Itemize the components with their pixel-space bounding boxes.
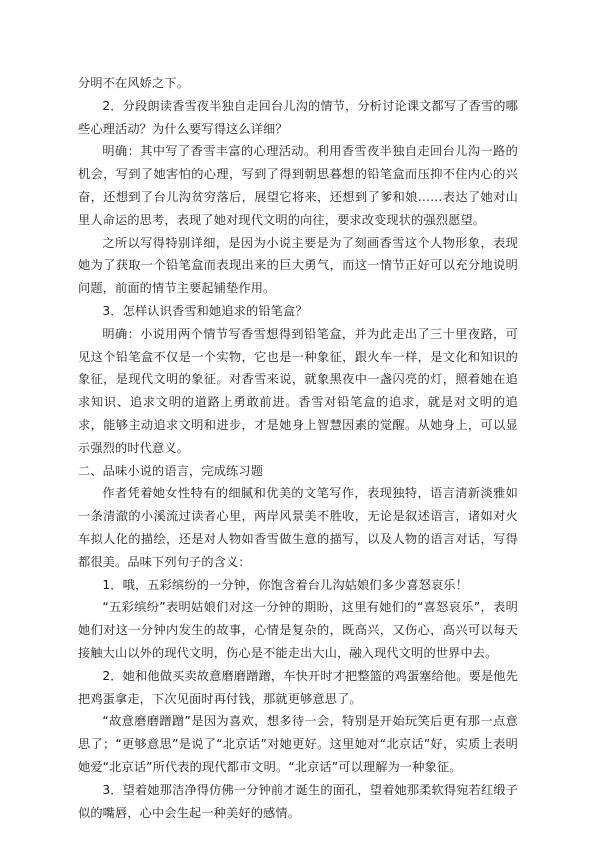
sentence-3: 3．望着她那洁净得仿佛一分钟前才诞生的面孔，望着她那柔软得宛若红缎子似的嘴唇，心中会生起一种美好的感情。 [78,782,518,820]
answer-3: 明确：小说用两个情节写香雪想得到铅笔盒，并为此走出了三十里夜路，可见这个铅笔盒不仅是一个实物，它也是一种象征，跟火车一样，是文化和知识的象征，是现代文明的象征。对香雪来说，就象黑夜中一盏闪亮的灯，照着她在追求知识、追求文明的道路上勇敢前进。香雪对铅笔盒的追求，就是对文明的追求，能够主动追求文明和进步，才是她身上智慧因素的觉醒。从她身上，可以显示强烈的时代意义。 [78,326,518,455]
body-paragraph: “故意磨磨蹭蹭”是因为喜欢，想多待一会，特别是开始玩笑后更有那一点意思了；“更够意思”是说了“北京话”对她更好。这里她对“北京话”好，实质上表明她爱“北京话”所代表的现代都市文明。“北京话”可以理解为一种象征。 [78,714,518,774]
body-paragraph: “五彩缤纷”表明姑娘们对这一分钟的期盼，这里有她们的“喜怒哀乐”，表明她们对这一分钟内发生的故事，心情是复杂的，既高兴，又伤心，高兴可以每天接触大山以外的现代文明，伤心是不能走出大山，融入现代文明的世界中去。 [78,600,518,660]
sentence-1: 1．哦，五彩缤纷的一分钟，你饱含着台儿沟姑娘们多少喜怒哀乐！ [102,577,469,592]
body-paragraph: 之所以写得特别详细，是因为小说主要是为了刻画香雪这个人物形象，表现她为了获取一个铅笔盒而表现出来的巨大勇气，而这一情节正好可以充分地说明问题，前面的情节主要起铺垫作用。 [78,235,518,296]
document-page [78,72,518,824]
question-2: 2．分段朗读香雪夜半独自走回台儿沟的情节，分析讨论课文都写了香雪的哪些心理活动？为什么要写得这么详细？ [78,98,518,136]
answer-2: 明确：其中写了香雪丰富的心理活动。利用香雪夜半独自走回台儿沟一路的机会，写到了她害怕的心理，写到了得到朝思暮想的铅笔盒而压抑不住内心的兴奋，还想到了台儿沟贫穷落后，展望它将来，还想到了爹和娘……表达了她对山里人命运的思考，表现了她对现代文明的向往，要求改变现状的强烈愿望。 [78,144,518,227]
continuation-text: 分明不在风娇之下。 [78,76,190,90]
question-3: 3．怎样认识香雪和她追求的铅笔盒？ [102,303,308,318]
body-paragraph: 作者凭着她女性特有的细腻和优美的文笔写作，表现独特，语言清新淡雅如一条清澈的小溪流过读者心里，两岸风景美不胜收，无论是叙述语言，诸如对火车拟人化的描绘，还是对人物如香雪做生意的描写，以及人物的语言对话，写得都很美。品味下列句子的含义： [78,486,518,569]
section-heading: 二、品味小说的语言，完成练习题 [78,463,264,478]
sentence-2: 2．她和他做买卖故意磨磨蹭蹭，车快开时才把整篮的鸡蛋塞给他。要是他先把鸡蛋拿走，下次见面时再付钱，那就更够意思了。 [78,668,518,706]
